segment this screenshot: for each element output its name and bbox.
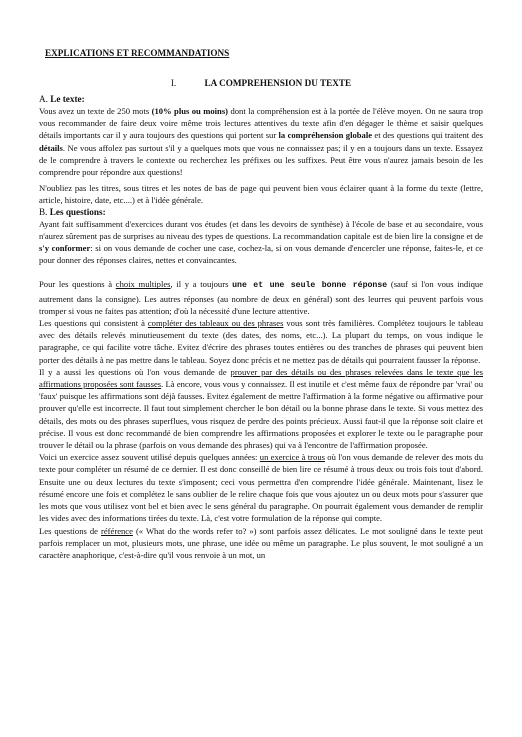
text-run: Vous avez un texte de 250 mots	[39, 106, 152, 116]
bold-run: la compréhension globale	[278, 130, 373, 141]
text-run: , il y a toujours	[170, 279, 233, 290]
subsection-b-letter: B.	[39, 206, 48, 217]
subsection-b-heading	[39, 207, 483, 217]
paragraph-titles-note: N'oubliez pas les titres, sous titres et les notes de bas de page qui peuvent bien vous éclairer quant à la forme du texte (lettre, article, histoire, date, etc....) et à l'idée générale.	[39, 183, 483, 206]
section-number: I.	[170, 78, 177, 88]
text-run: et des questions qui traitent des	[372, 130, 483, 141]
underlined-run: prouver par des détails ou des phrases relevées dans le texte que les affirmations proposées sont fausses	[39, 366, 483, 390]
paragraph-gap-exercise	[39, 451, 483, 524]
text-run: . Là encore, vous vous y connaissez. Il est inutile et c'est même faux de répondre par 'vrai' ou 'faux' puisque les affirmations sont déjà fausses. Evitez également de mettre l'affirmation à la forme négative ou affirmative pour prouver qu'elle est incorrecte. Il faut tout simplement chercher le bon détail ou la bonne phrase dans le texte. Si vous mettez des détails, des mots ou des phrases superflues, vous risquez de perdre des points précieux. Aussi faut-il que la réponse soit claire et précise. Il vous est donc recommandé de bien comprendre les affirmations proposées et explorer le texte ou le paragraphe pour trouver le détail ou la phrase (parfois on vous demande des phrases) qui va à l'encontre de l'affirmation proposée.	[39, 379, 483, 451]
paragraph-complete-tables	[39, 317, 483, 366]
subsection-b-label: Les questions:	[49, 206, 106, 217]
text-run: Ayant fait suffisamment d'exercices durant vos études (et dans les devoirs de synthèse) à l'école de base et au secondaire, vous n'aurez sûrement pas de surprises au niveau des types de questions. La recommandation capitale est de bien lire la consigne et de	[39, 218, 483, 241]
bold-run: détails	[39, 142, 63, 153]
paragraph-multiple-choice	[39, 278, 483, 317]
subsection-a-label: Le texte:	[50, 94, 85, 104]
subsection-a-heading	[39, 94, 483, 104]
text-run: dont la compréhension est à la portée de l'élève moyen. On ne saura trop vous recommander de faire deux voire même trois lectures attentives du texte afin d'en dégager le thème et saisir quelques détails importants car il y aura toujours des questions qui portent sur	[39, 106, 483, 141]
underlined-run: référence	[100, 525, 133, 536]
subsection-a-letter: A.	[39, 94, 48, 104]
paragraph-questions-intro	[39, 218, 483, 267]
text-run: vous sont très familières. Complétez toujours le tableau avec des détails relevés minutieusement du texte (des dates, des noms, etc...). La plupart du temps, on vous indique le paragraphe, ce qui facilite votre tâche. Evitez d'écrire des phrases toutes entières ou des tranches de phrases qui peuvent bien porter des détails à ne pas mettre dans le tableau. Soyez donc précis et ne mettez pas de détails qui pourraient fausser la réponse.	[39, 318, 483, 365]
text-run: (sauf si l'on vous indique autrement dans la consigne). Les autres réponses (au nombre de deux en général) sont des leurres qui peuvent parfois vous tromper si vous ne faites pas attention; d'où la nécessité d'une lecture attentive.	[39, 279, 484, 316]
underlined-run: compléter des tableaux ou des phrases	[147, 318, 284, 329]
section-title: LA COMPREHENSION DU TEXTE	[204, 78, 352, 88]
underlined-run: choix multiples	[115, 279, 171, 290]
bold-run: s'y conformer	[39, 243, 91, 254]
bold-run: une et une seule bonne réponse	[232, 281, 388, 291]
bold-run: (10% plus ou moins)	[151, 106, 229, 116]
paragraph-text-intro	[39, 105, 483, 178]
text-run: Les questions de	[39, 525, 101, 536]
text-run: Les questions qui consistent à	[39, 318, 148, 329]
text-run: où l'on vous demande de relever des mots du texte pour compléter un résumé de ce dernier. Il est donc conseillé de bien lire ce résumé à trous deux ou trois fois tout d'abord. Ensuite une ou deux lectures du texte s'imposent; ceci vous permettra d'en comprendre l'idée générale. Maintenant, lisez le résumé encore une fois et complétez le sans oublier de le relire chaque fois que vous ajoutez un ou deux mots pour s'assurer que les mots que vous utilisez vont bel et bien avec le sens général du paragraphe. On pourrait également vous demander de remplir les vides avec des informations tirées du texte. Là, c'est votre formulation de la réponse qui compte.	[39, 452, 483, 524]
underlined-run: un exercice à trous	[259, 452, 325, 463]
paragraph-prove-false	[39, 366, 483, 451]
paragraph-reference	[39, 525, 483, 562]
text-run: Voici un exercice assez souvent utilisé depuis quelques années:	[39, 452, 260, 463]
text-run: Pour les questions à	[39, 279, 116, 290]
document-title: EXPLICATIONS ET RECOMMANDATIONS	[45, 48, 230, 58]
text-run: (« What do the words refer to? ») sont parfois assez délicates. Le mot souligné dans le texte peut parfois remplacer un mot, plusieurs mots, une phrase, une idée ou même un paragraphe. Le plus souvent, le mot souligné a un caractère anaphorique, c'est-à-dire qu'il vous renvoie à un mot, un	[39, 525, 483, 560]
section-heading	[39, 78, 483, 88]
text-run: : si on vous demande de cocher une case, cochez-la, si on vous demande d'encercler une réponse, faites-le, et ce pour donner des réponses claires, nettes et convaincantes.	[39, 243, 483, 266]
text-run: Il y a aussi les questions où l'on vous demande de	[39, 366, 231, 377]
text-run: . Ne vous affolez pas surtout s'il y a quelques mots que vous ne connaissez pas; il y en a toujours dans un texte. Essayez de le comprendre à travers le contexte ou recherchez les préfixes ou les suffixes. Peut être vous n'aurez jamais besoin de les comprendre pour répondre aux questions!	[39, 142, 483, 178]
